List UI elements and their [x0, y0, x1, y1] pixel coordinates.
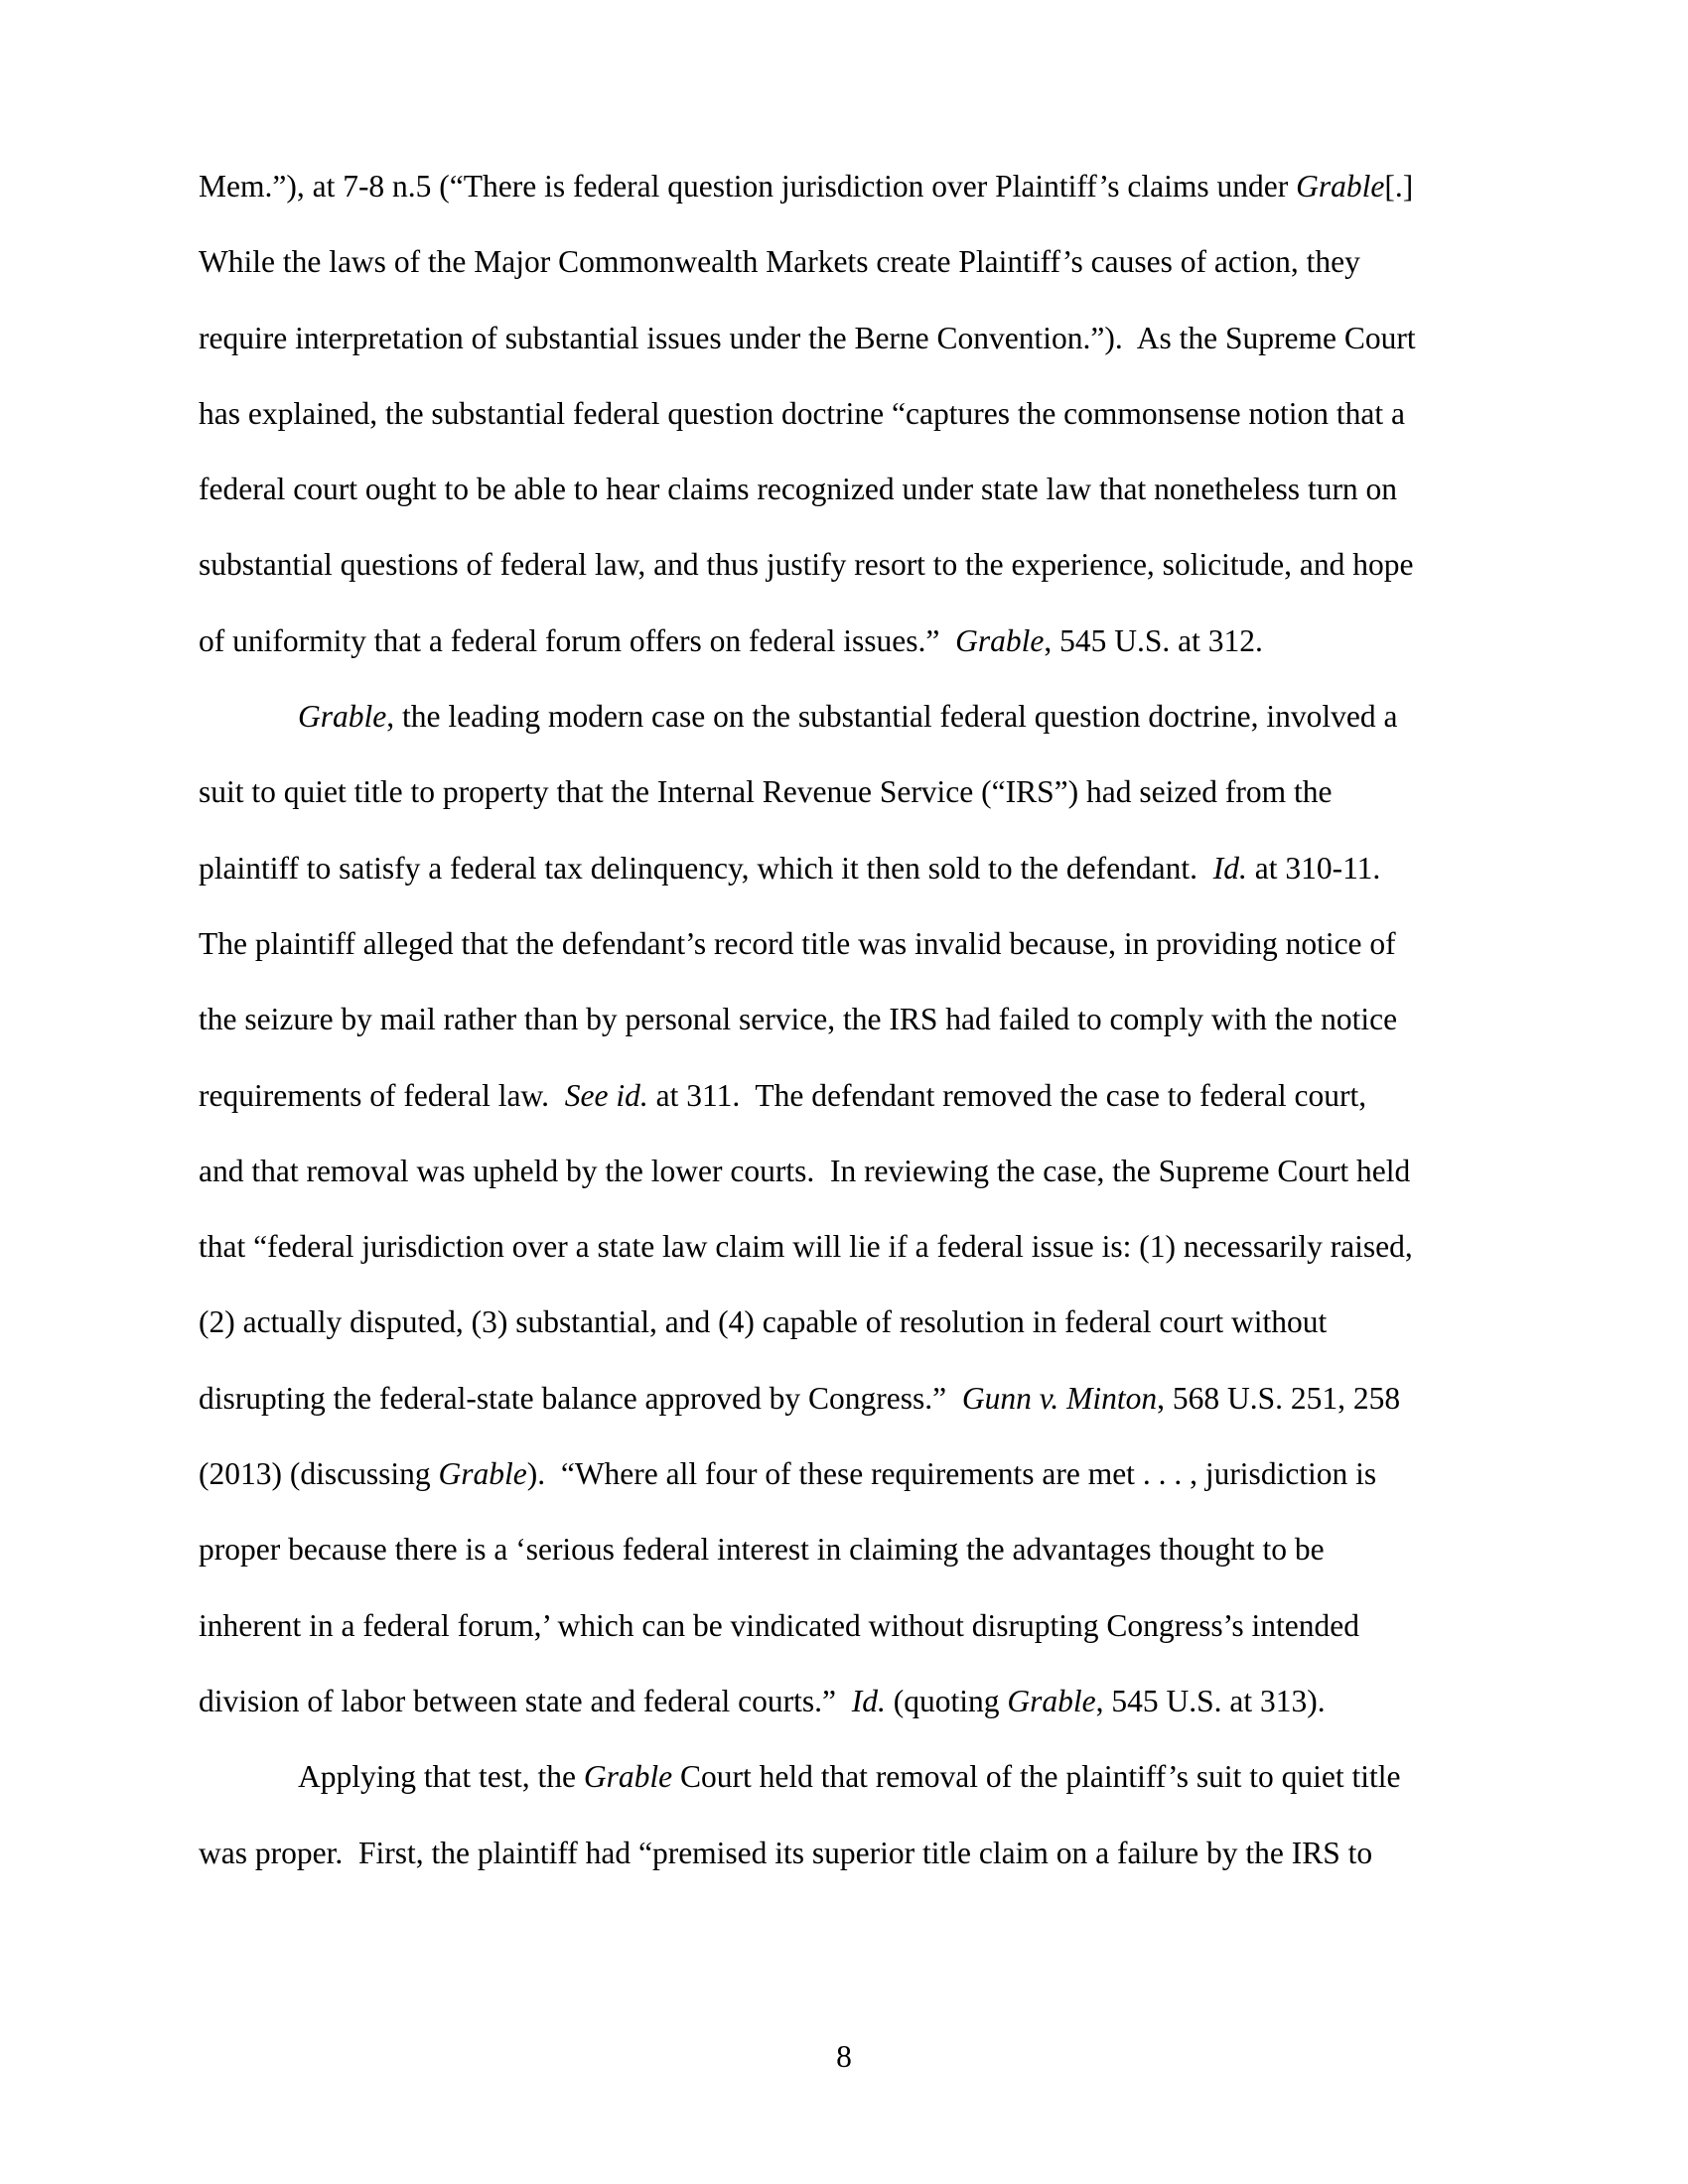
text-line — [199, 982, 1489, 1057]
text-line — [199, 1361, 1489, 1436]
text-line — [199, 1512, 1489, 1587]
text-segment: disrupting the federal-state balance approved by Congress.” — [199, 1380, 962, 1416]
italic-citation: Grable — [583, 1759, 673, 1795]
italic-citation: Gunn v. Minton — [961, 1380, 1158, 1416]
text-segment: division of labor between state and federal courts.” — [199, 1683, 852, 1718]
text-line — [199, 452, 1489, 527]
text-segment: the seizure by mail rather than by personal service, the IRS had failed to comply with the notice — [199, 1002, 1398, 1037]
text-segment: was proper. First, the plaintiff had “premised its superior title claim on a failure by the IRS to — [199, 1835, 1373, 1870]
text-segment: suit to quiet title to property that the Internal Revenue Service (“IRS”) had seized from the — [199, 774, 1333, 810]
text-line — [199, 679, 1489, 754]
italic-citation: Grable — [1296, 169, 1385, 204]
italic-citation: Grable — [1007, 1683, 1096, 1718]
text-segment: (2013) (discussing — [199, 1456, 439, 1492]
text-segment: , 568 U.S. 251, 258 — [1157, 1380, 1401, 1416]
text-segment: (2) actually disputed, (3) substantial, and (4) capable of resolution in federal court without — [199, 1304, 1328, 1340]
text-segment: , the leading modern case on the substantial federal question doctrine, involved a — [386, 699, 1398, 735]
text-segment: at 310-11. — [1246, 850, 1381, 886]
text-segment: ). “Where all four of these requirements are met . . . , jurisdiction is — [526, 1456, 1377, 1492]
text-segment: and that removal was upheld by the lower courts. In reviewing the case, the Supreme Court held — [199, 1153, 1411, 1188]
text-line — [199, 1816, 1489, 1891]
text-segment: that “federal jurisdiction over a state law claim will lie if a federal issue is: (1) necessarily raised, — [199, 1229, 1413, 1265]
text-segment: Court held that removal of the plaintiff’s suit to quiet title — [672, 1759, 1401, 1795]
text-segment: inherent in a federal forum,’ which can be vindicated without disrupting Congress’s intended — [199, 1607, 1359, 1643]
text-line — [199, 1436, 1489, 1512]
page-number: 8 — [836, 2039, 852, 2074]
text-segment: , 545 U.S. at 312. — [1044, 622, 1263, 658]
text-line — [199, 906, 1489, 982]
text-segment: (quoting — [885, 1683, 1008, 1718]
text-segment: require interpretation of substantial issues under the Berne Convention.”). As the Supreme Court — [199, 320, 1416, 355]
text-line — [199, 754, 1489, 830]
text-line — [199, 149, 1489, 224]
text-segment: Mem.”), at 7-8 n.5 (“There is federal question jurisdiction over Plaintiff’s claims under — [199, 169, 1297, 204]
text-segment: at 311. The defendant removed the case to federal court, — [647, 1077, 1367, 1113]
text-segment: While the laws of the Major Commonwealth Markets create Plaintiff’s causes of action, they — [199, 244, 1360, 280]
text-line — [199, 1664, 1489, 1739]
text-line — [199, 1058, 1489, 1134]
text-segment: The plaintiff alleged that the defendant’s record title was invalid because, in providing notice of — [199, 925, 1396, 961]
text-line — [199, 1739, 1489, 1815]
text-line — [199, 301, 1489, 376]
text-line — [199, 604, 1489, 679]
text-line — [199, 1134, 1489, 1209]
text-segment: substantial questions of federal law, and thus justify resort to the experience, solicitude, and hope — [199, 547, 1414, 583]
text-line — [199, 376, 1489, 452]
text-line — [199, 1209, 1489, 1285]
italic-citation: Grable — [955, 622, 1045, 658]
text-segment: [.] — [1384, 169, 1414, 204]
text-segment: requirements of federal law. — [199, 1077, 565, 1113]
text-segment: Applying that test, the — [298, 1759, 584, 1795]
text-segment: , 545 U.S. at 313). — [1095, 1683, 1326, 1718]
italic-citation: Grable — [298, 699, 387, 735]
text-line — [199, 1285, 1489, 1360]
italic-citation: Id. — [851, 1683, 886, 1718]
text-segment: proper because there is a ‘serious federal interest in claiming the advantages thought to be — [199, 1532, 1325, 1568]
text-segment: of uniformity that a federal forum offers on federal issues.” — [199, 622, 956, 658]
text-line — [199, 527, 1489, 603]
italic-citation: See id. — [564, 1077, 648, 1113]
text-segment: plaintiff to satisfy a federal tax delinquency, which it then sold to the defendant. — [199, 850, 1213, 886]
text-line — [199, 224, 1489, 300]
italic-citation: Grable — [438, 1456, 527, 1492]
text-line — [199, 831, 1489, 906]
italic-citation: Id. — [1212, 850, 1247, 886]
text-line — [199, 1588, 1489, 1664]
body-text — [199, 149, 1489, 1891]
text-segment: has explained, the substantial federal question doctrine “captures the commonsense notion that a — [199, 395, 1405, 431]
text-segment: federal court ought to be able to hear claims recognized under state law that nonetheless turn on — [199, 472, 1398, 507]
